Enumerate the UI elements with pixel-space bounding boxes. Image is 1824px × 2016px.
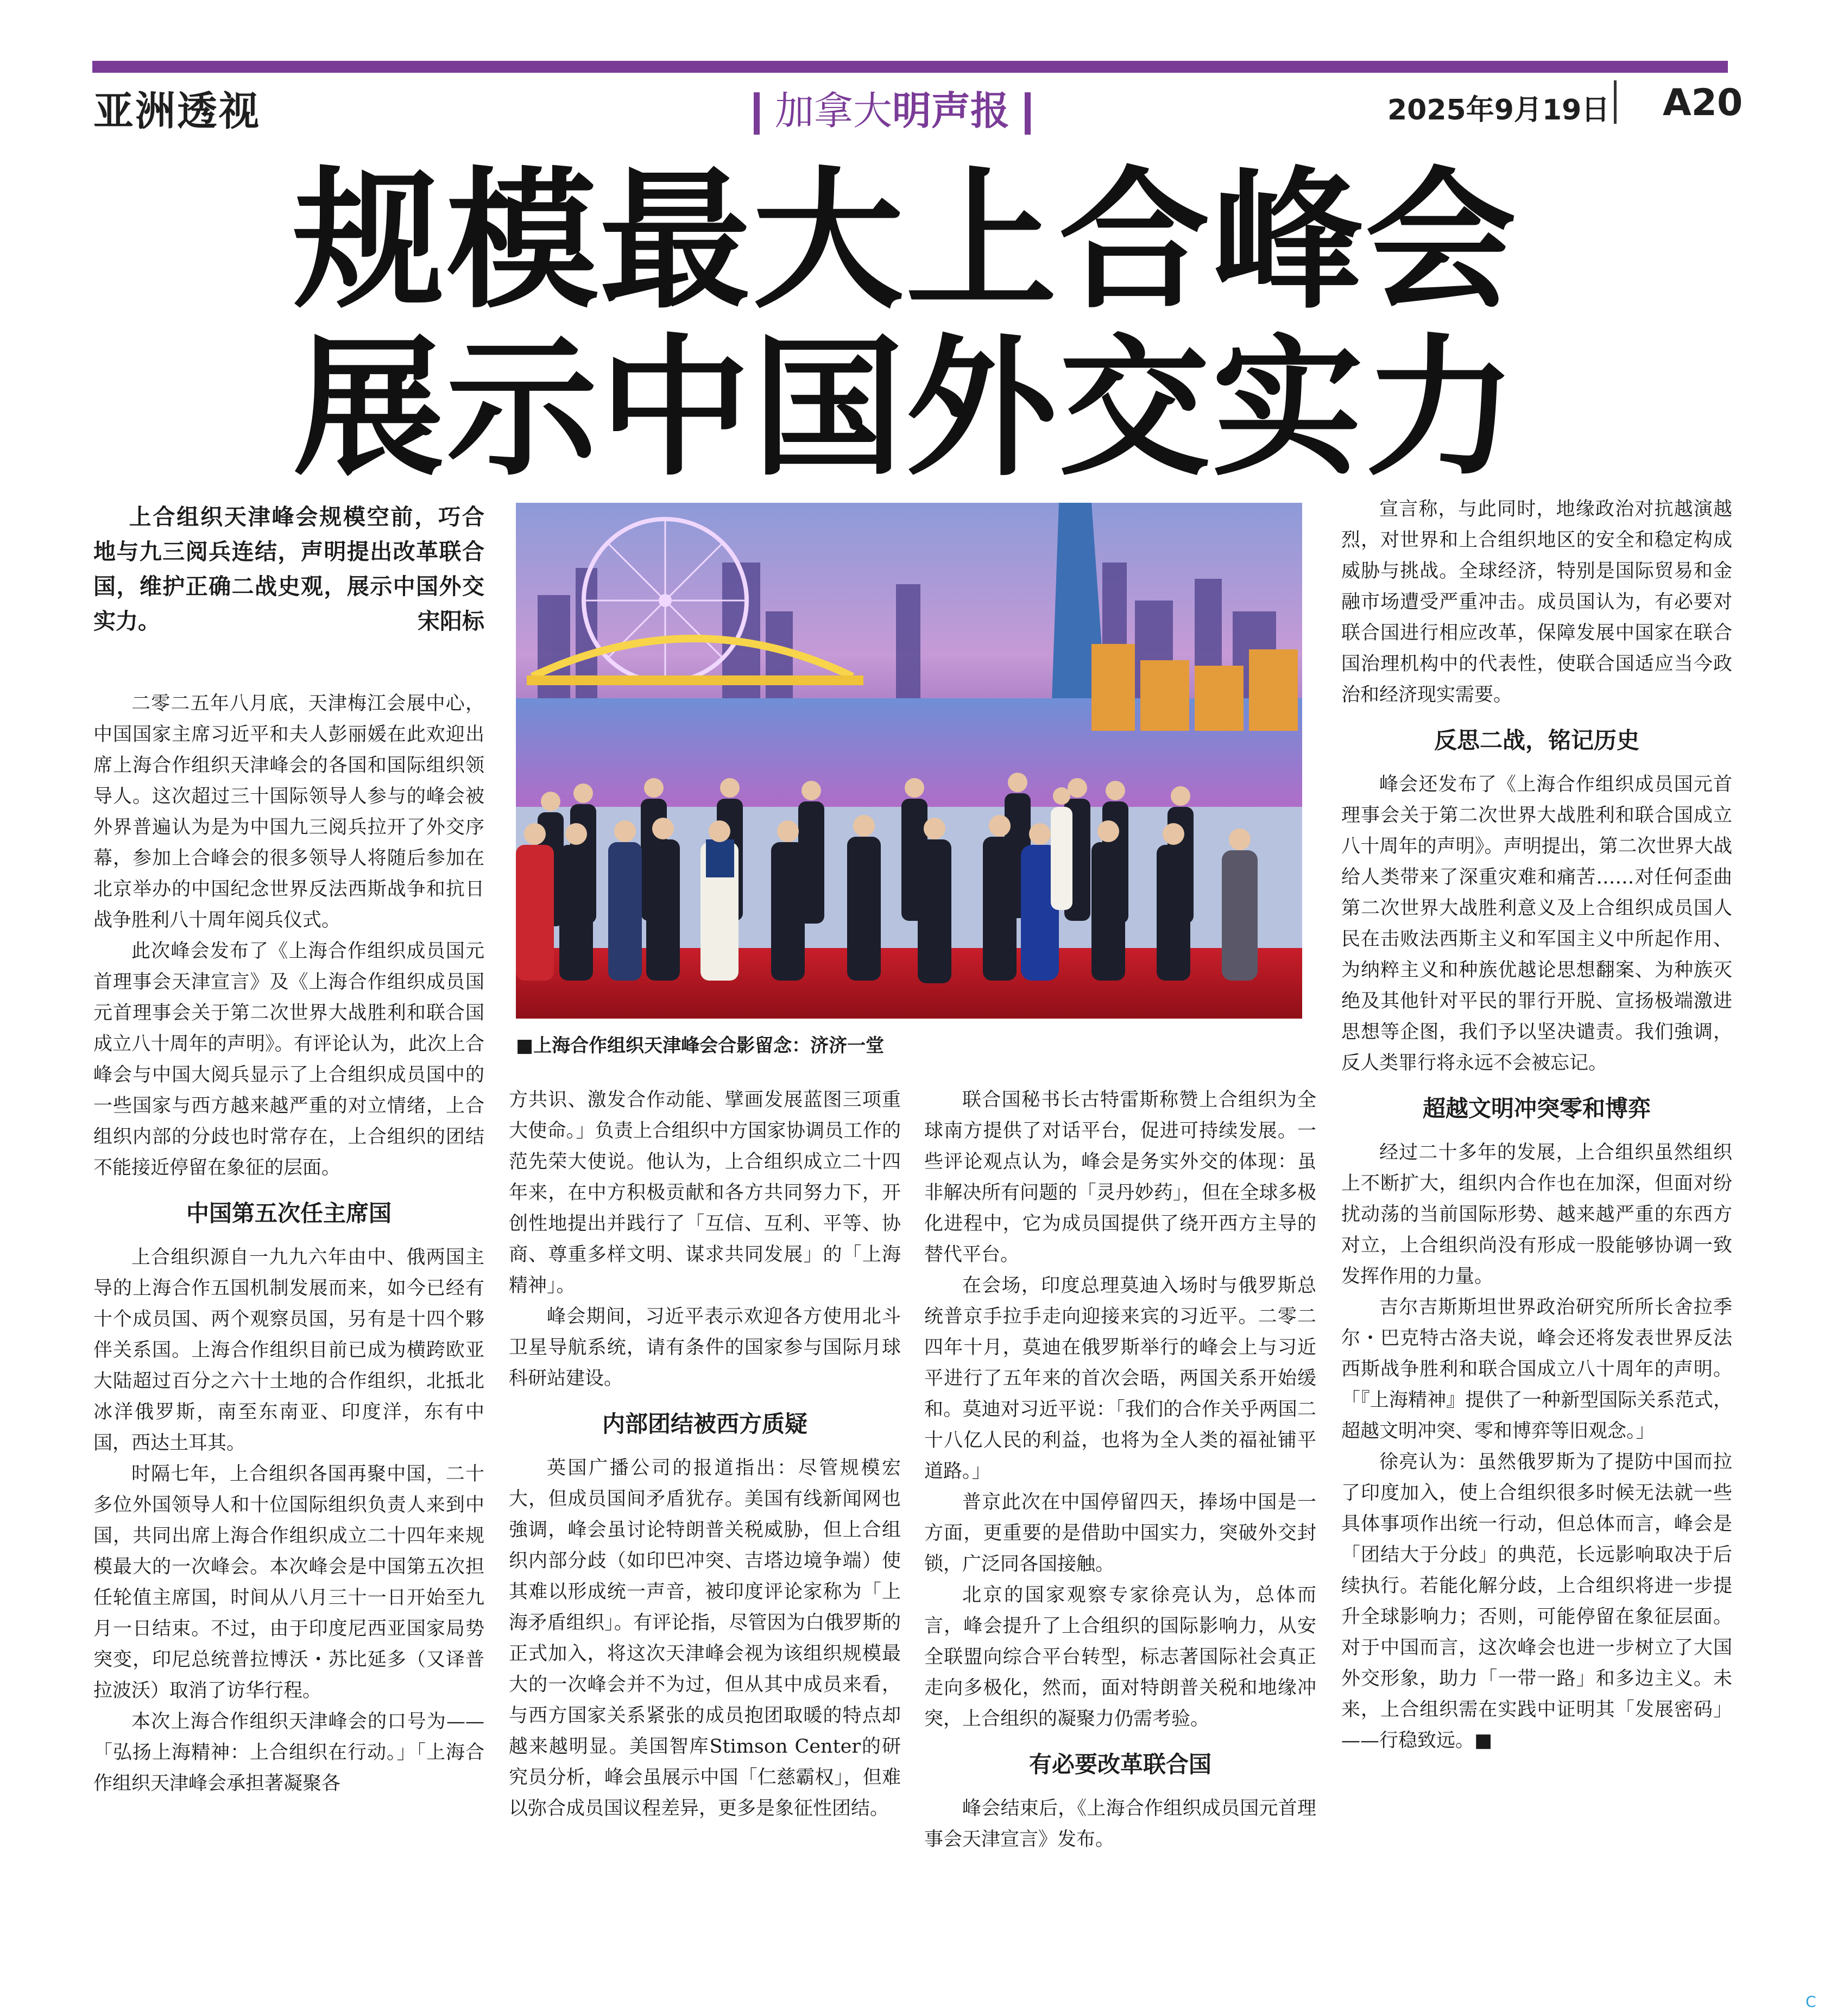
subheading: 有必要改革联合国	[1028, 1751, 1211, 1778]
page-number: A20	[1663, 81, 1743, 124]
paragraph: 徐亮认为：虽然俄罗斯为了提防中国而拉了印度加入，使上合组织很多时候无法就一些具体事项作出统一行动，但总体而言，峰会是「团结大于分歧」的典范，长远影响取决于后续执行。若能化解分歧，上合组织将进一步提升全球影响力；否则，可能停留在象征层面。对于中国而言，这次峰会也进一步树立了大国外交形象，助力「一带一路」和多边主义。未来，上合组织需在实践中证明其「发展密码」——行稳致远。■	[1341, 1451, 1732, 1752]
article-column-1	[93, 688, 484, 1799]
section-title: 亚洲透视	[93, 88, 261, 135]
subheading: 内部团结被西方质疑	[602, 1411, 807, 1437]
paragraph: 本次上海合作组织天津峰会的口号为——「弘扬上海精神：上合组织在行动。」「上海合作组织天津峰会承担著凝聚各	[93, 1711, 484, 1794]
masthead-light: 加拿大	[775, 88, 893, 134]
headline-line-1: 规模最大上合峰会	[293, 153, 1518, 329]
article-column-3	[924, 1085, 1316, 1855]
paragraph: 二零二五年八月底，天津梅江会展中心，中国国家主席习近平和夫人彭丽媛在此欢迎出席上海合作组织天津峰会的各国和国际组织领导人。这次超过三十国际领导人参与的峰会被外界普遍认为是为中国九三阅兵拉开了外交序幕，参加上合峰会的很多领导人将随后参加在北京举办的中国纪念世界反法西斯战争和抗日战争胜利八十周年阅兵仪式。	[93, 693, 484, 931]
paragraph: 峰会还发布了《上海合作组织成员国元首理事会关于第二次世界大战胜利和联合国成立八十周年的声明》。声明提出，第二次世界大战给人类带来了深重灾难和痛苦……对任何歪曲第二次世界大战胜利意义及上合组织成员国人民在击败法西斯主义和军国主义中所起作用、为纳粹主义和种族优越论思想翻案、为种族灭绝及其他针对平民的罪行开脱、宣扬极端激进思想等企图，我们予以坚决谴责。我们強调，反人类罪行将永远不会被忘记。	[1341, 774, 1732, 1074]
newspaper-masthead	[739, 79, 1046, 136]
author-byline: 宋阳标	[418, 608, 484, 634]
paragraph: 吉尔吉斯斯坦世界政治研究所所长舍拉季尔・巴克特古洛夫说，峰会还将发表世界反法西斯战争胜利和联合国成立八十周年的声明。「『上海精神』提供了一种新型国际关系范式，超越文明冲突、零和博弈等旧观念。」	[1341, 1297, 1732, 1442]
issue-date: 2025年9月19日	[1387, 94, 1610, 127]
masthead-bar-right	[1025, 92, 1031, 135]
paragraph: 经过二十多年的发展，上合组织虽然组织上不断扩大，组织内合作也在加深，但面对纷扰动荡的当前国际形势、越来越严重的东西方对立，上合组织尚没有形成一股能够协调一致发挥作用的力量。	[1341, 1142, 1732, 1287]
group-photo	[516, 503, 1302, 1019]
paragraph: 峰会期间，习近平表示欢迎各方使用北斗卫星导航系统，请有条件的国家参与国际月球科研站建设。	[509, 1306, 901, 1389]
group-photo-illustration	[516, 503, 1302, 1019]
headline-line-2: 展示中国外交实力	[293, 320, 1518, 496]
photo-caption: ■上海合作组织天津峰会合影留念：济济一堂	[516, 1035, 885, 1057]
paragraph: 此次峰会发布了《上海合作组织成员国元首理事会天津宣言》及《上海合作组织成员国元首理事会关于第二次世界大战胜利和联合国成立八十周年的声明》。有评论认为，此次上合峰会与中国大阅兵显示了上合组织成员国中的一些国家与西方越来越严重的对立情绪，上合组织内部的分歧也时常存在，上合组织的团结不能接近停留在象征的层面。	[93, 940, 484, 1179]
paragraph: 上合组织源自一九九六年由中、俄两国主导的上海合作五国机制发展而来，如今已经有十个成员国、两个观察员国，另有是十四个夥伴关系国。上海合作组织目前已成为横跨欧亚大陆超过百分之六十土地的合作组织，北抵北冰洋俄罗斯，南至东南亚、印度洋，东有中国，西达土耳其。	[93, 1247, 484, 1454]
masthead-bold: 明声报	[892, 88, 1010, 134]
header-divider	[1614, 80, 1617, 124]
subheading: 反思二战，铭记历史	[1434, 727, 1639, 754]
paragraph: 时隔七年，上合组织各国再聚中国，二十多位外国领导人和十位国际组织负责人来到中国，共同出席上海合作组织成立二十四年来规模最大的一次峰会。本次峰会是中国第五次担任轮值主席国，时间从八月三十一日开始至九月一日结束。不过，由于印度尼西亚国家局势突变，印尼总统普拉博沃・苏比延多（又译普拉波沃）取消了访华行程。	[93, 1463, 484, 1702]
article-column-4	[1341, 494, 1732, 1756]
paragraph: 普京此次在中国停留四天，捧场中国是一方面，更重要的是借助中国实力，突破外交封锁，广泛同各国接触。	[924, 1492, 1316, 1575]
subheading: 中国第五次任主席国	[186, 1200, 392, 1227]
masthead-bar-left	[754, 92, 760, 135]
corner-mark: C	[1806, 1993, 1816, 2011]
paragraph: 峰会结束后，《上海合作组织成员国元首理事会天津宣言》发布。	[924, 1798, 1316, 1850]
paragraph: 联合国秘书长古特雷斯称赞上合组织为全球南方提供了对话平台，促进可持续发展。一些评论观点认为，峰会是务实外交的体现：虽非解决所有问题的「灵丹妙药」，但在全球多极化进程中，它为成员国提供了绕开西方主导的替代平台。	[924, 1089, 1316, 1266]
subheading: 超越文明冲突零和博弈	[1422, 1095, 1651, 1122]
paragraph: 宣言称，与此同时，地缘政治对抗越演越烈，对世界和上合组织地区的安全和稳定构成威胁与挑战。全球经济，特别是国际贸易和金融市场遭受严重冲击。成员国认为，有必要对联合国进行相应改革，保障发展中国家在联合国治理机构中的代表性，使联合国适应当今政治和经济现实需要。	[1341, 498, 1732, 706]
paragraph: 在会场，印度总理莫迪入场时与俄罗斯总统普京手拉手走向迎接来宾的习近平。二零二四年十月，莫迪在俄罗斯举行的峰会上与习近平进行了五年来的首次会晤，两国关系开始缓和。莫迪对习近平说：「我们的合作关乎两国二十八亿人民的利益，也将为全人类的福祉铺平道路。」	[924, 1275, 1316, 1482]
paragraph: 英国广播公司的报道指出：尽管规模宏大，但成员国间矛盾犹存。美国有线新闻网也強调，峰会虽讨论特朗普关税威胁，但上合组织内部分歧（如印巴冲突、吉塔边境争端）使其难以形成统一声音，被印度评论家称为「上海矛盾组织」。有评论指，尽管因为白俄罗斯的正式加入，将这次天津峰会视为该组织规模最大的一次峰会并不为过，但从其中成员来看，与西方国家关系紧张的成员抱团取暖的特点却越来越明显。美国智库Stimson Center的研究员分析，峰会虽展示中国「仁慈霸权」，但难以弥合成员国议程差异，更多是象征性团结。	[509, 1457, 901, 1819]
masthead-rule	[92, 61, 1728, 73]
article-column-2	[509, 1085, 901, 1824]
headline	[293, 153, 1569, 496]
lead-paragraph	[93, 500, 484, 639]
lead-text: 上合组织天津峰会规模空前，巧合地与九三阅兵连结，声明提出改革联合国，维护正确二战史观，展示中国外交实力。	[93, 504, 484, 634]
paragraph: 北京的国家观察专家徐亮认为，总体而言，峰会提升了上合组织的国际影响力，从安全联盟向综合平台转型，标志著国际社会真正走向多极化，然而，面对特朗普关税和地缘冲突，上合组织的凝聚力仍需考验。	[924, 1584, 1316, 1730]
paragraph: 方共识、激发合作动能、擘画发展蓝图三项重大使命。」负责上合组织中方国家协调员工作的范先荣大使说。他认为，上合组织成立二十四年来，在中方积极贡献和各方共同努力下，开创性地提出并践行了「互信、互利、平等、协商、尊重多样文明、谋求共同发展」的「上海精神」。	[509, 1089, 901, 1297]
